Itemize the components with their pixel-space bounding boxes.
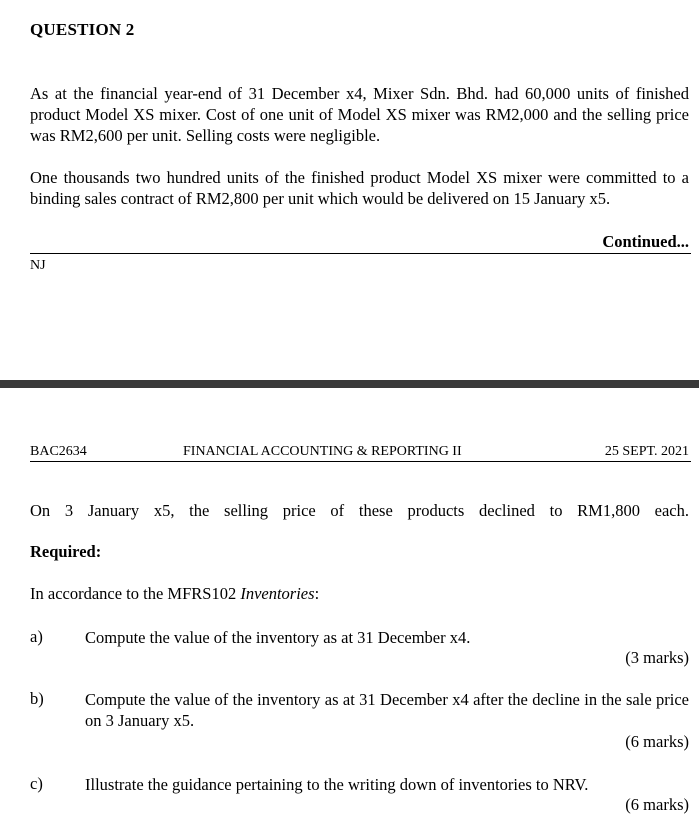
item-c-marks: (6 marks) <box>625 795 689 814</box>
item-c-label: c) <box>30 774 43 793</box>
item-a-marks: (3 marks) <box>625 648 689 667</box>
item-a-label: a) <box>30 627 43 646</box>
header-rule <box>30 461 691 462</box>
course-code: BAC2634 <box>30 444 87 459</box>
exam-date: 25 SEPT. 2021 <box>604 444 689 459</box>
item-a-text: Compute the value of the inventory as at 31 December x4. <box>85 628 471 647</box>
item-c-text: Illustrate the guidance pertaining to the writing down of inventories to NRV. <box>85 775 589 794</box>
item-b-text: Compute the value of the inventory as at 31 December x4 after the decline in the sale price on 3 January x5. <box>85 690 689 730</box>
page-separator <box>0 380 699 388</box>
standard-intro-prefix: In accordance to the MFRS102 <box>30 584 241 603</box>
item-b-marks: (6 marks) <box>625 732 689 751</box>
standard-intro-suffix: : <box>314 584 320 603</box>
question-paragraph-1: As at the financial year-end of 31 December x4, Mixer Sdn. Bhd. had 60,000 units of finished product Model XS mixer. Cost of one unit of Model XS mixer was RM2,000 and the selling price was RM2,600 per unit. Selling costs were negligible. <box>30 84 689 145</box>
footer-rule <box>30 253 691 254</box>
continued-label: Continued... <box>602 232 689 251</box>
course-title: FINANCIAL ACCOUNTING & REPORTING II <box>183 444 462 459</box>
standard-intro <box>30 584 319 604</box>
question-heading: QUESTION 2 <box>30 20 135 39</box>
question-paragraph-2: One thousands two hundred units of the finished product Model XS mixer were committed to a binding sales contract of RM2,800 per unit which would be delivered on 15 January x5. <box>30 168 689 208</box>
required-heading: Required: <box>30 542 102 561</box>
item-b-label: b) <box>30 689 44 708</box>
footer-initials: NJ <box>30 258 46 273</box>
decline-paragraph: On 3 January x5, the selling price of these products declined to RM1,800 each. <box>30 501 689 520</box>
standard-intro-italic: Inventories <box>240 584 315 603</box>
